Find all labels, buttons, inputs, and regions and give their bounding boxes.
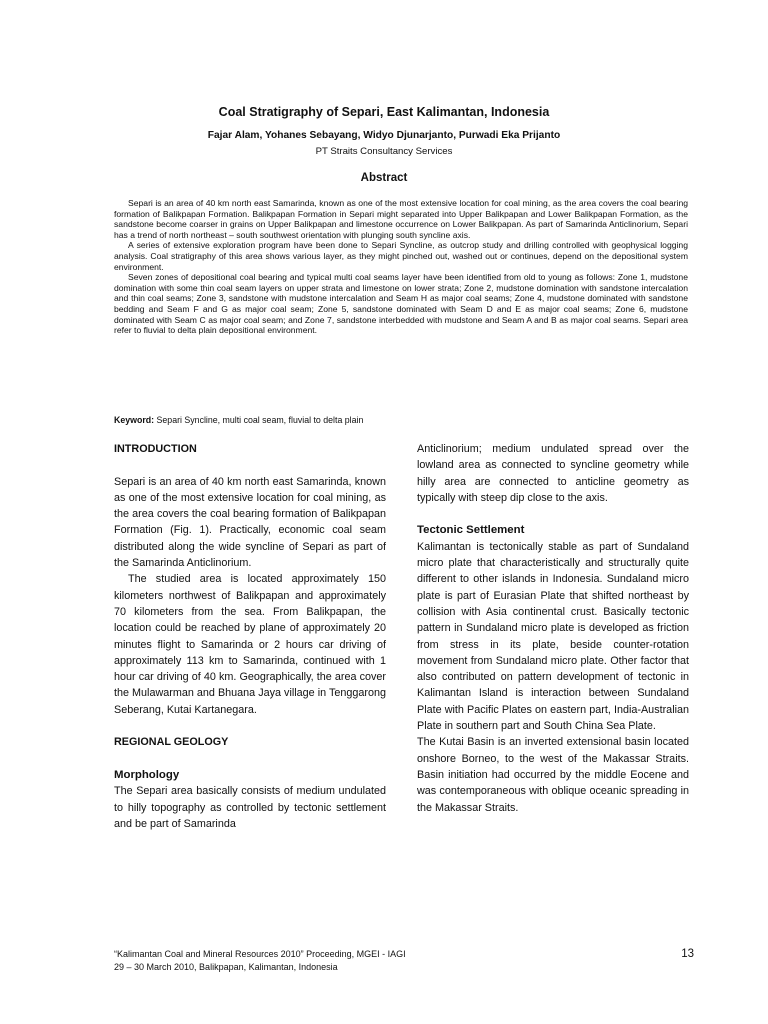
footer bbox=[114, 948, 594, 974]
spacer bbox=[417, 506, 689, 522]
spacer bbox=[114, 718, 386, 734]
abstract-heading: Abstract bbox=[360, 172, 408, 184]
tectonic-paragraph: Kalimantan is tectonically stable as part of Sundaland micro plate that characteristically and structurally quite different to other islands in Indonesia. Sundaland micro plate is part of Eurasian Plate that shifted northeast by collision with Asia continental crust. Basically tectonic pattern in Sundaland micro plate is developed as friction from stress in its plate, beside counter-rotation movement from Sundaland micro plate. Other factor that also contributed on pattern development of tectonic in Kalimantan Island is interaction between Sundaland Plate with Pacific Plates on eastern part, India-Australian Plate in southern part and South China Sea Plate. bbox=[417, 540, 689, 733]
page-number: 13 bbox=[681, 948, 694, 960]
footer-date-location: 29 – 30 March 2010, Balikpapan, Kalimantan, Indonesia bbox=[114, 962, 338, 972]
abstract-paragraph: A series of extensive exploration program have been done to Separi Syncline, as outcrop study and drilling controlled with geophysical logging analysis. Coal stratigraphy of this area shows various layer, as they might pinched out, washed out or continues, depend on the depositional system environment. bbox=[114, 240, 688, 272]
morphology-heading: Morphology bbox=[114, 768, 180, 781]
footer-proceeding: “Kalimantan Coal and Mineral Resources 2010” Proceeding, MGEI - IAGI bbox=[114, 949, 406, 959]
paper-affiliation: PT Straits Consultancy Services bbox=[315, 146, 453, 157]
introduction-heading: INTRODUCTION bbox=[114, 443, 197, 455]
introduction-paragraph: The studied area is located approximately 150 kilometers northwest of Balikpapan and approximately 70 kilometers from the sea. From Balikpapan, the location could be reached by plane of approximately 20 minutes flight to Samarinda or 2 hours car driving of approximately 113 km to Samarinda, continued with 1 hour car driving of 40 km. Geographically, the area cover the Mulawarman and Bhuana Jaya village in Tenggarong Seberang, Kutai Kartanegara. bbox=[114, 573, 386, 716]
left-column bbox=[114, 441, 386, 832]
spacer bbox=[114, 751, 386, 767]
tectonic-settlement-heading: Tectonic Settlement bbox=[417, 524, 525, 537]
morphology-paragraph: The Separi area basically consists of medium undulated to hilly topography as controlled by tectonic settlement and be part of Samarinda bbox=[114, 785, 386, 830]
morphology-paragraph-continued: Anticlinorium; medium undulated spread over the lowland area as connected to syncline geometry while hilly area are connected to anticline geometry as typically with steep dip close to the axis. bbox=[417, 443, 689, 504]
regional-geology-heading: REGIONAL GEOLOGY bbox=[114, 736, 229, 749]
abstract-paragraph: Seven zones of depositional coal bearing and typical multi coal seams layer have been identified from old to young as follows: Zone 1, mudstone domination with some thin coal seam layers on upper strata and limestone on lower strata; Zone 2, mudstone domination with sandstone intercalation and thin coal seams; Zone 3, sandstone with mudstone intercalation and Seam H as major coal seams; Zone 4, mudstone dominated with sandstone bedding and Seam F and G as major coal seam; Zone 5, sandstone dominated with Seam D and E as major coal seams; Zone 6, mudstone dominated with Seam C as major coal seam; and Zone 7, sandstone interbedded with mudstone and Seam A and B as major coal seams. Separi area refer to fluvial to delta plain depositional environment. bbox=[114, 272, 688, 336]
introduction-paragraph: Separi is an area of 40 km north east Samarinda, known as one of the most extensive location for coal mining, as the area covers the coal bearing formation of Balikpapan Formation (Fig. 1). Practically, economic coal seam distributed along the wide syncline of Separi as part of the Samarinda Anticlinorium. bbox=[114, 475, 386, 570]
right-column bbox=[417, 441, 689, 816]
abstract-paragraph: Separi is an area of 40 km north east Samarinda, known as one of the most extensive location for coal mining, as the area covers the coal bearing formation of Balikpapan Formation. Balikpapan Formation in Separi might separated into Upper Balikpapan and Lower Balikpapan Formation, as the sandstone become coarser in grains on Upper Balikpapan and limestone occurrence on Lower Balikpapan. As part of Samarinda Anticlinorium, Separi has a trend of north northeast – south southwest orientation with plunging south syncline axis. bbox=[114, 198, 688, 240]
keyword-text: Separi Syncline, multi coal seam, fluvial to delta plain bbox=[154, 415, 364, 425]
paper-authors: Fajar Alam, Yohanes Sebayang, Widyo Djunarjanto, Purwadi Eka Prijanto bbox=[207, 130, 561, 141]
keyword-label: Keyword: bbox=[114, 415, 155, 425]
keywords bbox=[114, 415, 688, 425]
abstract-body bbox=[114, 198, 688, 336]
tectonic-paragraph: The Kutai Basin is an inverted extensional basin located onshore Borneo, to the west of the Makassar Straits. Basin initiation had occurred by the middle Eocene and was contemporaneous with oblique oceanic spreading in the Makassar Straits. bbox=[417, 736, 689, 814]
spacer bbox=[114, 457, 386, 473]
paper-title: Coal Stratigraphy of Separi, East Kalimantan, Indonesia bbox=[218, 105, 550, 119]
